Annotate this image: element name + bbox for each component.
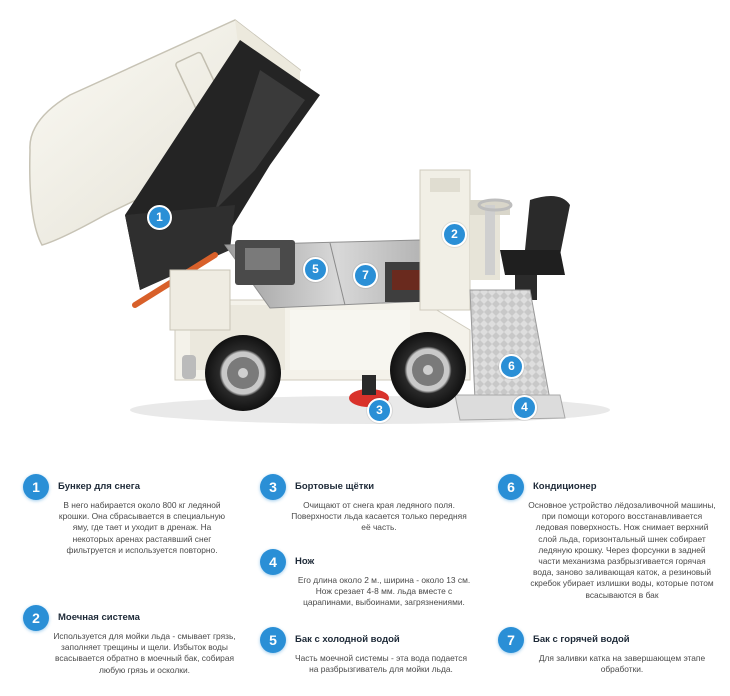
legend-desc-6: Основное устройство лёдозаливочной машины, при помощи которого восстанавливается ледовая поверхность. Нож снимает верхний слой льда, горизонтальный шнек собирает ледяную крошку. Через форсунки в задней части механизма разбрызгивается горячая вода, заново заливающая каток, а резиновый скребок убирает излишки воды, которые потом всасываются в бак [528, 500, 716, 600]
driver-seat [500, 196, 570, 300]
marker-2[interactable]: 2 [442, 222, 467, 247]
marker-5[interactable]: 5 [303, 257, 328, 282]
legend-desc-7: Для заливки катка на завершающем этапе обработки. [538, 653, 706, 675]
legend-badge-5: 5 [260, 627, 286, 653]
legend-title-1: Бункер для снега [58, 481, 140, 492]
front-roller [182, 355, 196, 379]
marker-7[interactable]: 7 [353, 263, 378, 288]
legend-badge-2: 2 [23, 605, 49, 631]
marker-4[interactable]: 4 [512, 395, 537, 420]
marker-6[interactable]: 6 [499, 354, 524, 379]
legend-desc-1: В него набирается около 800 кг ледяной крошки. Она сбрасывается в специальную яму, где тает и уходит в дренаж. На некоторых аренах растаявший снег фильтруется и используется повторно. [58, 500, 226, 555]
legend-title-5: Бак с холодной водой [295, 634, 400, 645]
legend-desc-3: Очищают от снега края ледяного поля. Поверхности льда касается только передняя её часть. [291, 500, 467, 533]
legend-title-6: Кондиционер [533, 481, 597, 492]
legend-badge-7: 7 [498, 627, 524, 653]
legend-title-2: Моечная система [58, 612, 140, 623]
marker-3[interactable]: 3 [367, 398, 392, 423]
legend-title-7: Бак с горячей водой [533, 634, 630, 645]
diamond-plate-step [470, 290, 550, 400]
legend-badge-3: 3 [260, 474, 286, 500]
rear-wheel [390, 332, 466, 408]
legend-desc-4: Его длина около 2 м., ширина - около 13 см. Нож срезает 4-8 мм. льда вместе с царапинами, выбоинами, загрязнениями. [297, 575, 471, 608]
legend-badge-1: 1 [23, 474, 49, 500]
legend-badge-6: 6 [498, 474, 524, 500]
legend-desc-5: Часть моечной системы - эта вода подается на разбрызгиватель для мойки льда. [295, 653, 467, 675]
marker-1[interactable]: 1 [147, 205, 172, 230]
conditioner-box [455, 395, 565, 420]
front-wheel [205, 335, 281, 411]
legend-badge-4: 4 [260, 549, 286, 575]
legend-title-3: Бортовые щётки [295, 481, 375, 492]
legend-title-4: Нож [295, 556, 315, 567]
legend-desc-2: Используется для мойки льда - смывает грязь, заполняет трещины и щели. Избыток воды всасывается обратно в моечный бак, собирая любую грязь и осколки. [53, 631, 236, 675]
